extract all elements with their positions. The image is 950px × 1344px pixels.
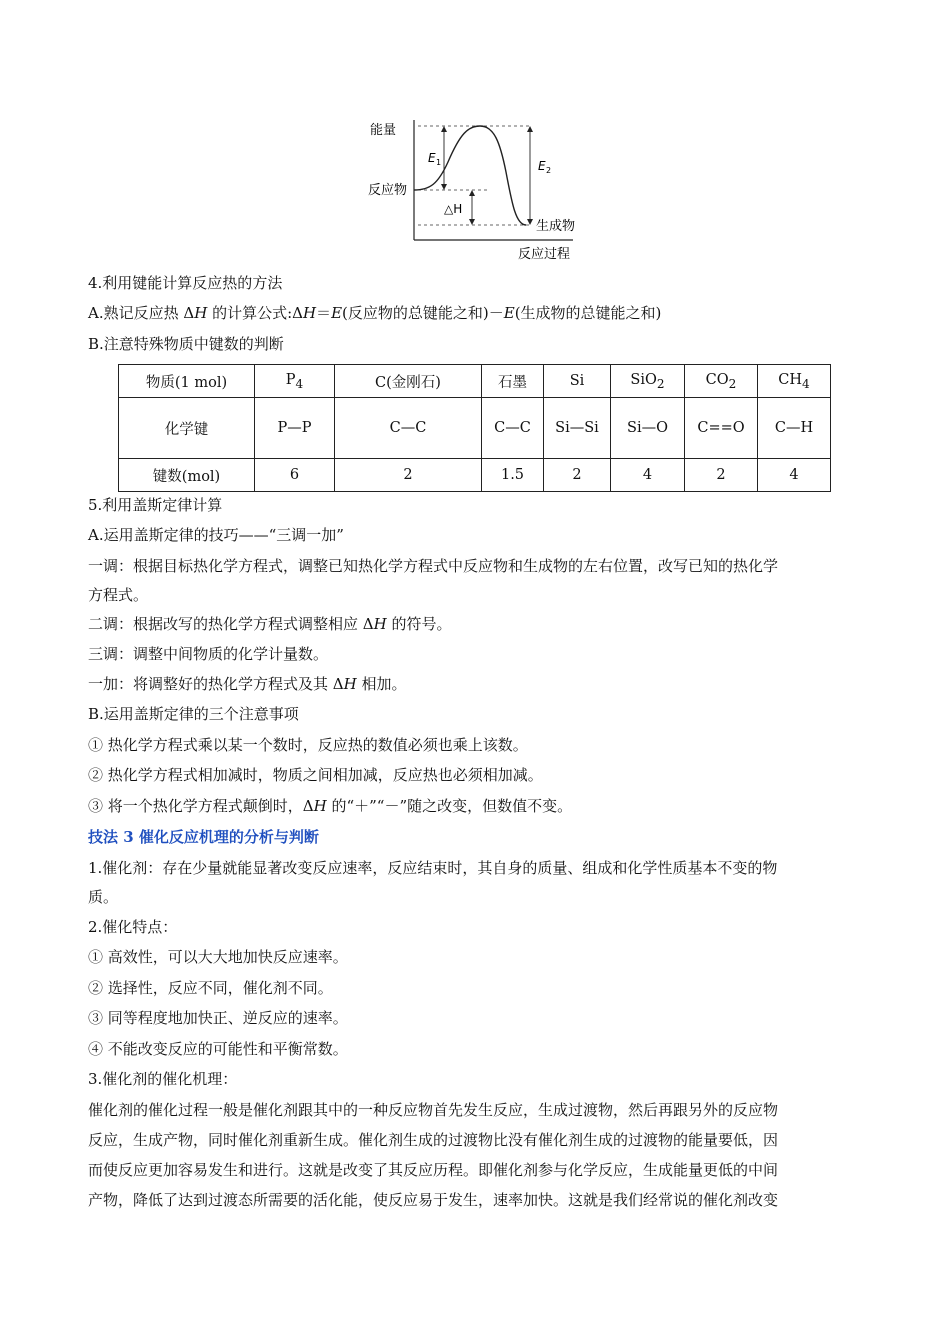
table-header-cell: 物质(1 mol) <box>119 365 255 398</box>
table-cell: Si—O <box>611 398 685 459</box>
table-header-row <box>119 365 831 398</box>
section5-step2: 二调：根据改写的热化学方程式调整相应 ΔH 的符号。 <box>88 615 452 633</box>
mechanism-line1: 催化剂的催化过程一般是催化剂跟其中的一种反应物首先发生反应，生成过渡物，然后再跟另外的反应物 <box>88 1101 779 1119</box>
table-row <box>119 459 831 492</box>
table-header-cell: $CO_2$ <box>685 365 758 398</box>
table-cell: 4 <box>611 459 685 492</box>
mechanism-line3: 而使反应更加容易发生和进行。这就是改变了其反应历程。即催化剂参与化学反应，生成能量更低的中间 <box>88 1161 779 1179</box>
section4-point-b: B.注意特殊物质中键数的判断 <box>88 335 284 353</box>
e2-subscript: 2 <box>546 166 552 175</box>
table-row-label: 化学键 <box>119 398 255 459</box>
table-cell: 6 <box>255 459 335 492</box>
e1-subscript: 1 <box>436 158 442 167</box>
energy-curve <box>414 126 526 225</box>
table-cell: C==O <box>685 398 758 459</box>
technique3-feature2: ② 选择性，反应不同，催化剂不同。 <box>88 979 333 997</box>
section5-point-a: A.运用盖斯定律的技巧——“三调一加” <box>88 526 344 544</box>
technique3-p3: 3.催化剂的催化机理： <box>88 1070 238 1088</box>
table-header-cell: SiO$_2$ <box>611 365 685 398</box>
table-cell: C—C <box>335 398 482 459</box>
x-axis-label: 反应过程 <box>518 247 571 262</box>
section5-step4: 一加：将调整好的热化学方程式及其 ΔH 相加。 <box>88 675 407 693</box>
table-cell: P—P <box>255 398 335 459</box>
energy-diagram <box>368 112 588 267</box>
table-header-cell: $CH_4$ <box>758 365 831 398</box>
section4-title: 4.利用键能计算反应热的方法 <box>88 274 283 292</box>
table-cell: C—C <box>482 398 544 459</box>
table-header-cell: 石墨 <box>482 365 544 398</box>
product-label: 生成物 <box>536 219 576 234</box>
table-row <box>119 398 831 459</box>
table-header-cell: $P_4$ <box>255 365 335 398</box>
section5-title: 5.利用盖斯定律计算 <box>88 496 223 514</box>
table-cell: C—H <box>758 398 831 459</box>
table-cell: 4 <box>758 459 831 492</box>
table-cell: 2 <box>685 459 758 492</box>
table-cell: Si—Si <box>544 398 611 459</box>
reactant-label: 反应物 <box>368 183 408 198</box>
table-cell: 2 <box>544 459 611 492</box>
technique3-feature4: ④ 不能改变反应的可能性和平衡常数。 <box>88 1040 348 1058</box>
y-axis-label: 能量 <box>370 123 397 138</box>
table-header-cell: C(金刚石) <box>335 365 482 398</box>
section5-note1: ① 热化学方程式乘以某一个数时，反应热的数值必须也乘上该数。 <box>88 736 528 754</box>
delta-h-label: △H <box>444 202 463 216</box>
table-cell: 1.5 <box>482 459 544 492</box>
section5-note3: ③ 将一个热化学方程式颠倒时，ΔH 的“＋”“－”随之改变，但数值不变。 <box>88 797 573 815</box>
section4-point-a: A.熟记反应热 ΔH 的计算公式:ΔH＝E(反应物的总键能之和)－E(生成物的总键能之和) <box>88 304 662 322</box>
section5-step3: 三调：调整中间物质的化学计量数。 <box>88 645 329 663</box>
table-header-cell: Si <box>544 365 611 398</box>
technique3-p1a: 1.催化剂：存在少量就能显著改变反应速率，反应结束时，其自身的质量、组成和化学性质基本不变的物 <box>88 859 778 877</box>
energy-diagram-svg <box>368 112 588 267</box>
table-cell: 2 <box>335 459 482 492</box>
section5-step1b: 方程式。 <box>88 586 149 604</box>
mechanism-line2: 反应，生成产物，同时催化剂重新生成。催化剂生成的过渡物比没有催化剂生成的过渡物的能量要低，因 <box>88 1131 779 1149</box>
bond-count-table <box>118 364 831 492</box>
technique3-feature3: ③ 同等程度地加快正、逆反应的速率。 <box>88 1009 348 1027</box>
e1-label: E <box>428 151 436 165</box>
technique3-p1b: 质。 <box>88 888 119 906</box>
section5-step1a: 一调：根据目标热化学方程式，调整已知热化学方程式中反应物和生成物的左右位置，改写已知的热化学 <box>88 557 779 575</box>
technique3-heading: 技法 3 催化反应机理的分析与判断 <box>88 828 319 846</box>
section5-point-b: B.运用盖斯定律的三个注意事项 <box>88 705 299 723</box>
technique3-feature1: ① 高效性，可以大大地加快反应速率。 <box>88 948 348 966</box>
section5-note2: ② 热化学方程式相加减时，物质之间相加减，反应热也必须相加减。 <box>88 766 543 784</box>
technique3-p2: 2.催化特点： <box>88 918 178 936</box>
e2-label: E <box>538 159 546 173</box>
table-row-label: 键数(mol) <box>119 459 255 492</box>
mechanism-line4: 产物，降低了达到过渡态所需要的活化能，使反应易于发生，速率加快。这就是我们经常说的催化剂改变 <box>88 1191 779 1209</box>
